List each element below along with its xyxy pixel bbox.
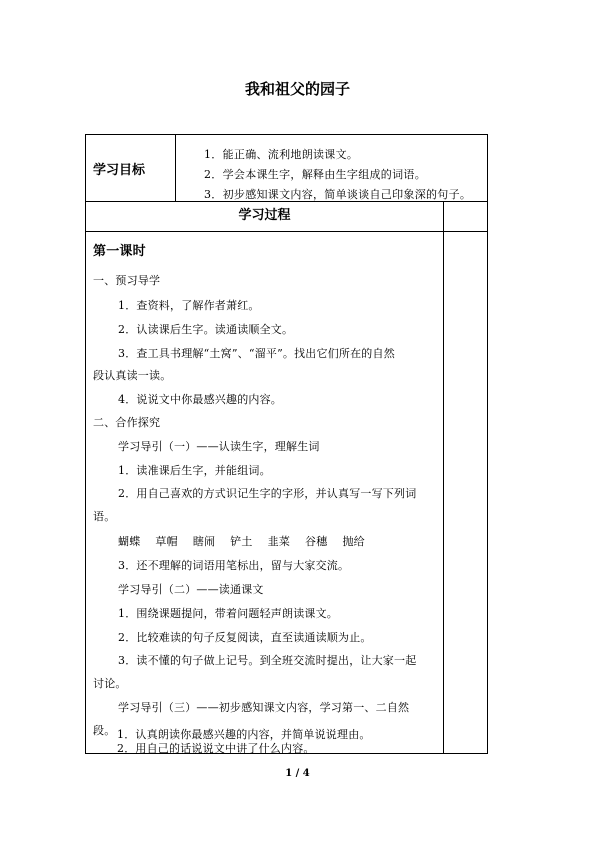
lesson-content-cell	[86, 231, 444, 753]
guide-heading: 学习导引（三）——初步感知课文内容，学习第一、二自然	[118, 701, 410, 714]
paragraph-line: 2．比较难读的句子反复阅读，直至读通读顺为止。	[118, 631, 372, 644]
paragraph-line: 3．查工具书理解“土窝”、“溜平”。找出它们所在的自然	[118, 347, 395, 360]
paragraph-line: 2．用自己喜欢的方式识记生字的字形，并认真写一写下列词	[118, 487, 417, 500]
vocabulary-word: 蝴蝶	[118, 535, 141, 548]
document-title: 我和祖父的园子	[244, 80, 350, 98]
paragraph-line: 1．读准课后生字，并能组词。	[118, 464, 271, 477]
paragraph-line: 段。	[93, 724, 116, 737]
paragraph-line: 语。	[93, 510, 116, 523]
guide-heading: 学习导引（二）——读通课文	[118, 583, 264, 596]
guide-heading: 学习导引（一）——认读生字，理解生词	[118, 440, 320, 453]
learning-process-row	[86, 201, 487, 232]
paragraph-line: 3．还不理解的词语用笔标出，留与大家交流。	[118, 559, 350, 572]
paragraph-line: 讨论。	[93, 677, 127, 690]
vocabulary-word: 抛给	[342, 535, 365, 548]
paragraph-line: 1．围绕课题提问，带着问题轻声朗读课文。	[118, 607, 338, 620]
page-number: 1 / 4	[285, 768, 310, 779]
goal-item: 3．初步感知课文内容，简单谈谈自己印象深的句子。	[204, 188, 472, 201]
goal-item: 2．学会本课生字，解释由生字组成的词语。	[204, 168, 426, 181]
learning-goals-label: 学习目标	[86, 135, 176, 201]
paragraph-line: 1．认真朗读你最感兴趣的内容，并简单说说理由。	[117, 728, 371, 741]
vocabulary-word: 韭菜	[267, 535, 291, 548]
paragraph-line: 1．查资料，了解作者萧红。	[118, 299, 260, 312]
vocabulary-word-list	[118, 533, 380, 549]
section-heading: 一、预习导学	[93, 274, 161, 287]
vocabulary-word: 瞎闹	[192, 535, 216, 548]
paragraph-line: 4．说说文中你最感兴趣的内容。	[118, 393, 282, 406]
paragraph-line: 3．读不懂的句子做上记号。到全班交流时提出，让大家一起	[118, 654, 417, 667]
vocabulary-word: 草帽	[155, 535, 178, 548]
section-heading: 二、合作探究	[93, 416, 161, 429]
goal-item: 1．能正确、流利地朗读课文。	[204, 148, 359, 161]
lesson-table	[85, 134, 488, 754]
vocabulary-word: 谷穗	[305, 535, 328, 548]
vocabulary-word: 铲土	[230, 535, 253, 548]
learning-process-heading: 学习过程	[86, 201, 444, 231]
learning-goals-row	[86, 135, 487, 202]
paragraph-line: 2．认读课后生字。读通读顺全文。	[118, 323, 294, 336]
lesson-heading: 第一课时	[93, 244, 146, 259]
paragraph-line: 2．用自己的话说说文中讲了什么内容。	[117, 742, 315, 755]
paragraph-line: 段认真读一读。	[93, 369, 172, 382]
